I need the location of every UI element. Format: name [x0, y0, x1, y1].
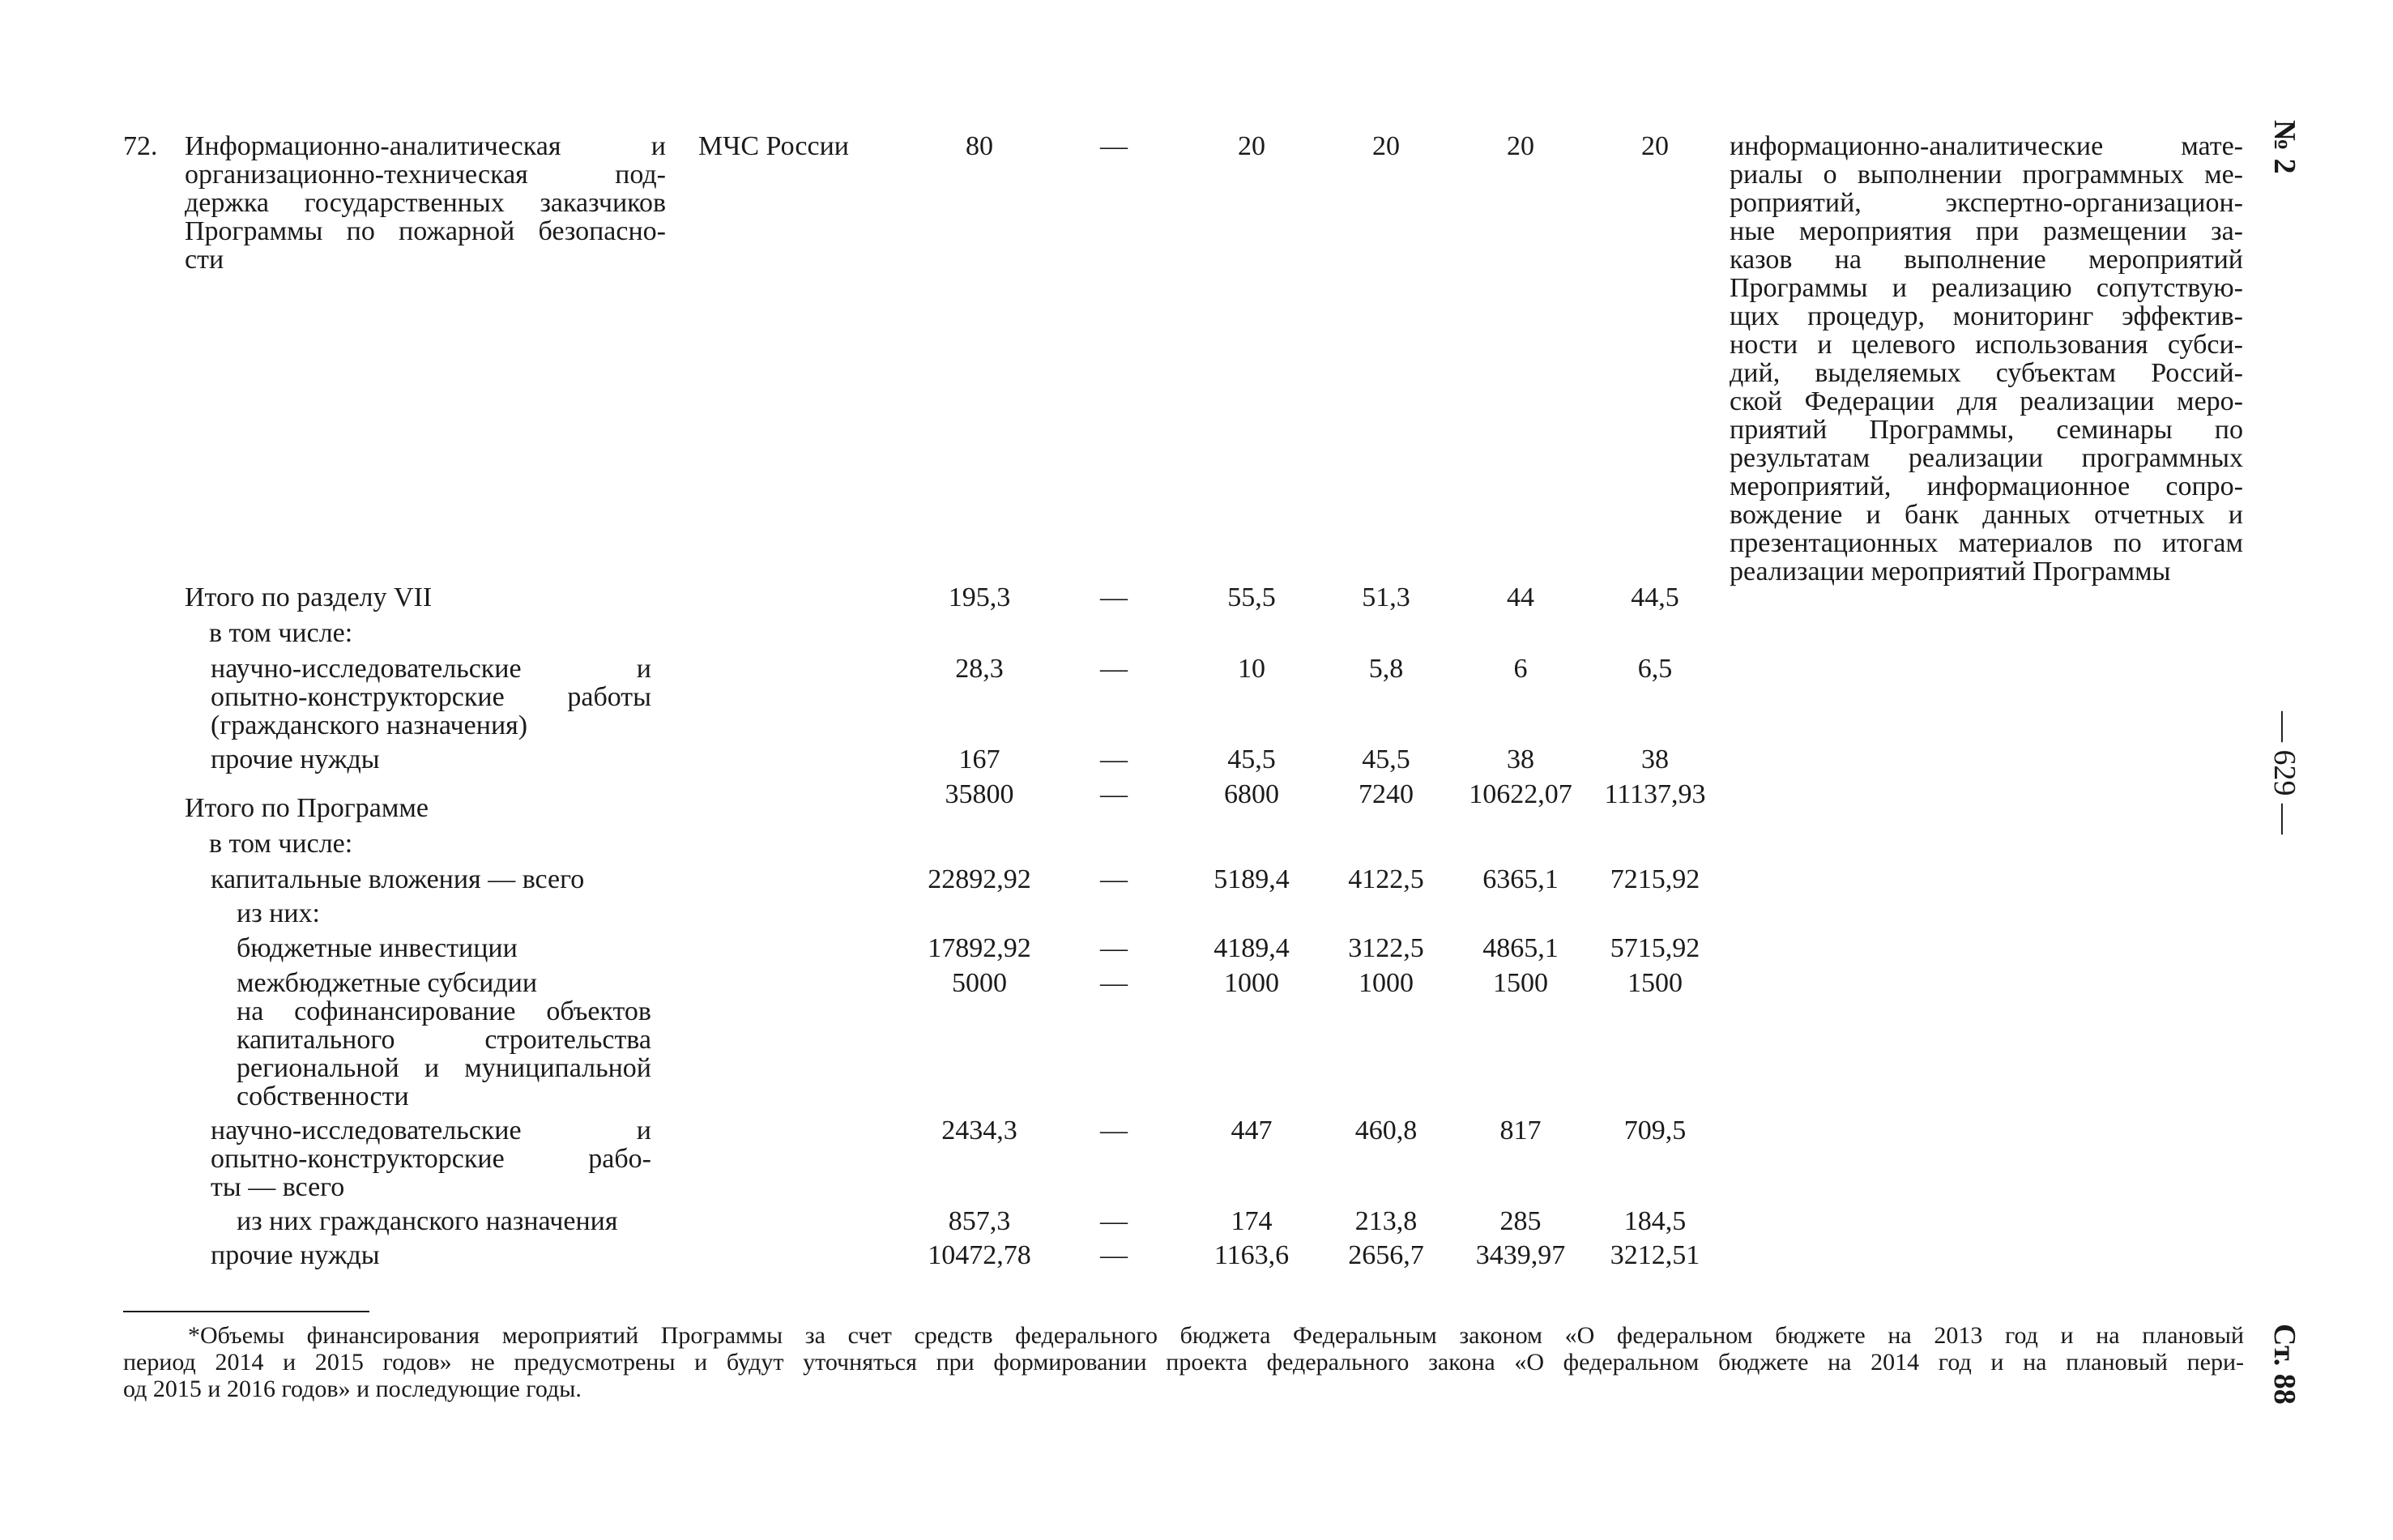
capital-value: 5189,4 — [1214, 864, 1290, 894]
budget-investments-label: бюджетные инвестиции — [237, 933, 518, 963]
capital-value: 6365,1 — [1482, 864, 1559, 894]
of-which-label: из них: — [237, 898, 320, 928]
row72-title: Информационно-аналитическая и организационно-техническая под- держка государственных заказчиков Программы по пожарной безопасно- сти — [185, 131, 666, 275]
program-other-value: 10472,78 — [928, 1240, 1031, 1270]
section-rd-value: 28,3 — [955, 654, 1004, 684]
page-number: — 629 — — [2267, 711, 2301, 834]
section-total-value: 44 — [1507, 582, 1534, 612]
program-rd-value: 709,5 — [1623, 1116, 1687, 1145]
capital-label: капитальные вложения — всего — [211, 864, 585, 894]
row-number: 72. — [123, 131, 158, 161]
budget-investments-value: 4189,4 — [1214, 933, 1290, 963]
subsidy-value: 1000 — [1359, 968, 1414, 998]
budget-investments-value: 3122,5 — [1348, 933, 1424, 963]
article-number: Ст. 88 — [2267, 1324, 2301, 1405]
section-total-value: 51,3 — [1362, 582, 1410, 612]
subsidy-value: 1500 — [1627, 968, 1683, 998]
capital-value: 22892,92 — [928, 864, 1031, 894]
program-total-value: 6800 — [1224, 779, 1279, 809]
program-other-label: прочие нужды — [211, 1240, 380, 1270]
section-total-value: 55,5 — [1227, 582, 1276, 612]
program-rd-label: научно-исследовательские и опытно-конструкторские рабо- ты — всего — [211, 1116, 651, 1202]
capital-value: — — [1100, 864, 1128, 894]
row72-2016: 20 — [1507, 131, 1534, 161]
section-other-value: 167 — [958, 744, 1000, 774]
civil-value: 174 — [1231, 1206, 1273, 1236]
budget-investments-value: 17892,92 — [928, 933, 1031, 963]
subsidy-value: — — [1100, 968, 1128, 998]
row72-2015: 20 — [1372, 131, 1400, 161]
capital-value: 4122,5 — [1348, 864, 1424, 894]
program-total-value: 11137,93 — [1604, 779, 1706, 809]
section-other-value: 38 — [1641, 744, 1669, 774]
issue-number: № 2 — [2267, 120, 2301, 174]
section-incl-label: в том числе: — [209, 618, 353, 648]
civil-value: 184,5 — [1623, 1206, 1687, 1236]
program-other-value: 2656,7 — [1348, 1240, 1424, 1270]
program-other-value: 3212,51 — [1610, 1240, 1700, 1270]
section-total-value: — — [1100, 582, 1128, 612]
program-total-value: — — [1100, 779, 1128, 809]
section-rd-value: 6 — [1513, 654, 1528, 684]
section-total-value: 44,5 — [1631, 582, 1679, 612]
subsidy-value: 1000 — [1224, 968, 1279, 998]
row72-executor: МЧС России — [698, 131, 849, 161]
row72-2013: — — [1100, 131, 1128, 161]
section-other-value: — — [1100, 744, 1128, 774]
budget-investments-value: 5715,92 — [1610, 933, 1700, 963]
row72-2014: 20 — [1238, 131, 1265, 161]
section-rd-value: 5,8 — [1368, 654, 1404, 684]
program-other-value: 3439,97 — [1475, 1240, 1566, 1270]
program-rd-value: 2434,3 — [941, 1116, 1017, 1145]
footnote-rule — [123, 1311, 369, 1312]
civil-value: — — [1100, 1206, 1128, 1236]
section-other-value: 45,5 — [1227, 744, 1276, 774]
row72-result: информационно-аналитические мате- риалы о выполнении программных ме- роприятий, экспертно-организацион- ные мероприятия при размещении за- казов на выполнение мероприятий Программы и реализацию сопутствую- щих процедур, мониторинг эффектив- ности и целевого использования субси- дий, выделяемых субъектам Россий- ской Федерации для реализации меро- приятий Программы, семинары по результатам реализации программных мероприятий, информационное сопро- вождение и банк данных отчетных и презентационных материалов по итогам реализации мероприятий Программы — [1730, 131, 2243, 587]
program-total-label: Итого по Программе — [185, 793, 429, 823]
program-rd-value: 460,8 — [1354, 1116, 1418, 1145]
subsidy-label: межбюджетные субсидии на софинансирование объектов капитального строительства региональной и муниципальной собственности — [237, 968, 651, 1111]
budget-investments-value: — — [1100, 933, 1128, 963]
subsidy-value: 5000 — [952, 968, 1007, 998]
program-total-value: 7240 — [1359, 779, 1414, 809]
program-other-value: 1163,6 — [1214, 1240, 1290, 1270]
section-other-value: 38 — [1507, 744, 1534, 774]
program-rd-value: 447 — [1231, 1116, 1273, 1145]
section-rd-value: — — [1100, 654, 1128, 684]
section-total-value: 195,3 — [948, 582, 1011, 612]
program-rd-value: — — [1100, 1116, 1128, 1145]
civil-value: 213,8 — [1354, 1206, 1418, 1236]
civil-value: 857,3 — [948, 1206, 1011, 1236]
program-total-value: 10622,07 — [1469, 779, 1572, 809]
subsidy-value: 1500 — [1493, 968, 1548, 998]
section-rd-value: 6,5 — [1637, 654, 1673, 684]
section-total-label: Итого по разделу VII — [185, 582, 433, 612]
civil-value: 285 — [1499, 1206, 1542, 1236]
footnote: *Объемы финансирования мероприятий Программы за счет средств федерального бюджета Федеральным законом «О федеральном бюджете на 2013 год и на плановый период 2014 и 2015 годов» не предусмотрены и будут уточняться при формировании проекта федерального закона «О федеральном бюджете на 2014 год и на плановый пери- од 2015 и 2016 годов» и последующие годы. — [123, 1322, 2244, 1402]
program-incl-label: в том числе: — [209, 829, 353, 859]
section-rd-value: 10 — [1238, 654, 1265, 684]
program-rd-value: 817 — [1499, 1116, 1542, 1145]
section-other-label: прочие нужды — [211, 744, 380, 774]
program-other-value: — — [1100, 1240, 1128, 1270]
budget-investments-value: 4865,1 — [1482, 933, 1559, 963]
section-other-value: 45,5 — [1362, 744, 1410, 774]
program-total-value: 35800 — [945, 779, 1014, 809]
civil-label: из них гражданского назначения — [237, 1206, 618, 1236]
section-rd-label: научно-исследовательские и опытно-конструкторские работы (гражданского назначения) — [211, 654, 651, 740]
row72-2017: 20 — [1641, 131, 1669, 161]
row72-total: 80 — [966, 131, 993, 161]
capital-value: 7215,92 — [1610, 864, 1700, 894]
